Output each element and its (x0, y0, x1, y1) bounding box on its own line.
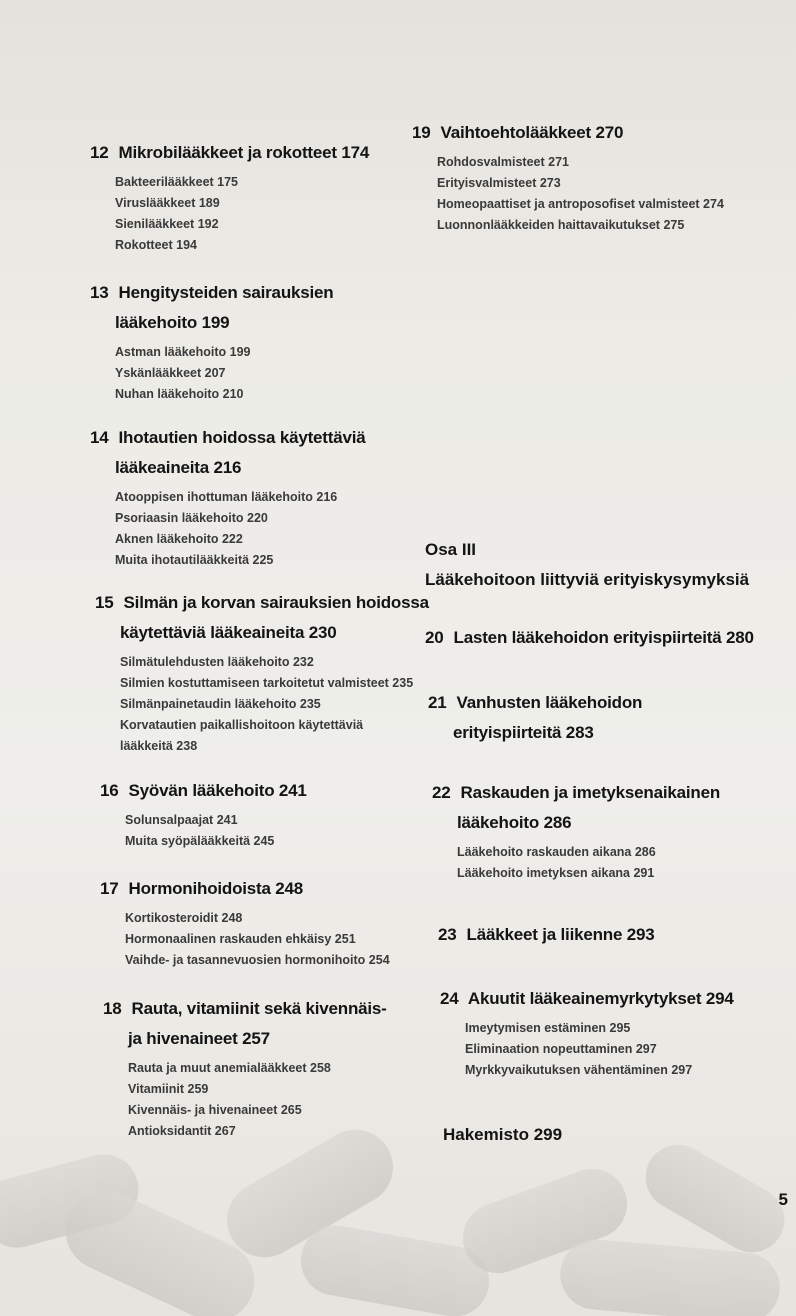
list-item: lääkkeitä 238 (120, 739, 198, 753)
list-item: Myrkkyvaikutuksen vähentäminen 297 (465, 1063, 693, 1077)
part-title: Lääkehoitoon liittyviä erityiskysymyksiä (425, 570, 750, 589)
list-item: Bakteerilääkkeet 175 (115, 175, 239, 189)
chapter-title: 18 Rauta, vitamiinit sekä kivennäis- ja hivenaineet 257 (103, 999, 387, 1048)
chapter-18 (103, 996, 463, 1142)
list-item: Silmänpainetaudin lääkehoito 235 (120, 697, 321, 711)
list-item: Rohdosvalmisteet 271 (437, 155, 569, 169)
chapter-16 (100, 778, 460, 852)
chapter-17 (100, 876, 460, 971)
chapter-title: 12 Mikrobilääkkeet ja rokotteet 174 (90, 143, 370, 162)
list-item: Psoriaasin lääkehoito 220 (115, 511, 268, 525)
list-item: Muita syöpälääkkeitä 245 (125, 834, 275, 848)
chapter-title: 14 Ihotautien hoidossa käytettäviä lääkeaineita 216 (90, 428, 366, 477)
list-item: Astman lääkehoito 199 (115, 345, 251, 359)
subsection-list (100, 810, 460, 852)
chapter-23 (438, 922, 796, 948)
chapter-21 (428, 690, 788, 746)
chapter-title: 22 Raskauden ja imetyksenaikainen lääkehoito 286 (432, 783, 721, 832)
chapter-title: 19 Vaihtoehtolääkkeet 270 (412, 123, 624, 142)
list-item: Erityisvalmisteet 273 (437, 176, 561, 190)
chapter-title: 16 Syövän lääkehoito 241 (100, 781, 307, 800)
list-item: Hormonaalinen raskauden ehkäisy 251 (125, 932, 356, 946)
subsection-list (440, 1018, 796, 1081)
list-item: Rokotteet 194 (115, 238, 197, 252)
list-item: Vaihde- ja tasannevuosien hormonihoito 254 (125, 953, 390, 967)
list-item: Yskänlääkkeet 207 (115, 366, 226, 380)
chapter-12 (90, 140, 450, 256)
list-item: Solunsalpaajat 241 (125, 813, 238, 827)
subsection-list (90, 487, 450, 571)
index-entry: Hakemisto 299 (443, 1125, 563, 1144)
chapter-title: 13 Hengitysteiden sairauksien lääkehoito 199 (90, 283, 334, 332)
page-number: 5 (778, 1190, 788, 1209)
subsection-list (412, 152, 792, 236)
list-item: Silmien kostuttamiseen tarkoitetut valmisteet 235 (120, 676, 414, 690)
subsection-list (100, 908, 460, 971)
part-label: Osa III (425, 540, 477, 559)
list-item: Atooppisen ihottuman lääkehoito 216 (115, 490, 338, 504)
list-item: Korvatautien paikallishoitoon käytettäviä (120, 718, 364, 732)
chapter-19 (412, 120, 792, 236)
list-item: Viruslääkkeet 189 (115, 196, 220, 210)
subsection-list (432, 842, 792, 884)
list-item: Lääkehoito raskauden aikana 286 (457, 845, 656, 859)
chapter-14 (90, 425, 450, 571)
list-item: Eliminaation nopeuttaminen 297 (465, 1042, 657, 1056)
chapter-13 (90, 280, 450, 405)
list-item: Homeopaattiset ja antroposofiset valmisteet 274 (437, 197, 724, 211)
chapter-20 (425, 625, 795, 651)
subsection-list (90, 172, 450, 256)
decorative-capsules (0, 1126, 796, 1316)
chapter-title: 15 Silmän ja korvan sairauksien hoidossa käytettäviä lääkeaineita 230 (95, 593, 429, 642)
list-item: Imeytymisen estäminen 295 (465, 1021, 631, 1035)
list-item: Kivennäis- ja hivenaineet 265 (128, 1103, 302, 1117)
chapter-24 (440, 986, 796, 1081)
list-item: Rauta ja muut anemialääkkeet 258 (128, 1061, 331, 1075)
subsection-list (90, 342, 450, 405)
list-item: Antioksidantit 267 (128, 1124, 236, 1138)
list-item: Muita ihotautilääkkeitä 225 (115, 553, 274, 567)
list-item: Sienilääkkeet 192 (115, 217, 219, 231)
list-item: Aknen lääkehoito 222 (115, 532, 243, 546)
list-item: Nuhan lääkehoito 210 (115, 387, 244, 401)
list-item: Lääkehoito imetyksen aikana 291 (457, 866, 655, 880)
subsection-list (95, 652, 435, 757)
list-item: Luonnonlääkkeiden haittavaikutukset 275 (437, 218, 685, 232)
chapter-title: 23 Lääkkeet ja liikenne 293 (438, 925, 655, 944)
chapter-title: 21 Vanhusten lääkehoidon erityispiirteitä 283 (428, 693, 643, 742)
chapter-15 (95, 590, 435, 757)
list-item: Silmätulehdusten lääkehoito 232 (120, 655, 314, 669)
list-item: Kortikosteroidit 248 (125, 911, 243, 925)
chapter-22 (432, 780, 792, 884)
list-item: Vitamiinit 259 (128, 1082, 209, 1096)
chapter-title: 20 Lasten lääkehoidon erityispiirteitä 280 (425, 628, 754, 647)
chapter-title: 24 Akuutit lääkeainemyrkytykset 294 (440, 989, 734, 1008)
chapter-title: 17 Hormonihoidoista 248 (100, 879, 304, 898)
